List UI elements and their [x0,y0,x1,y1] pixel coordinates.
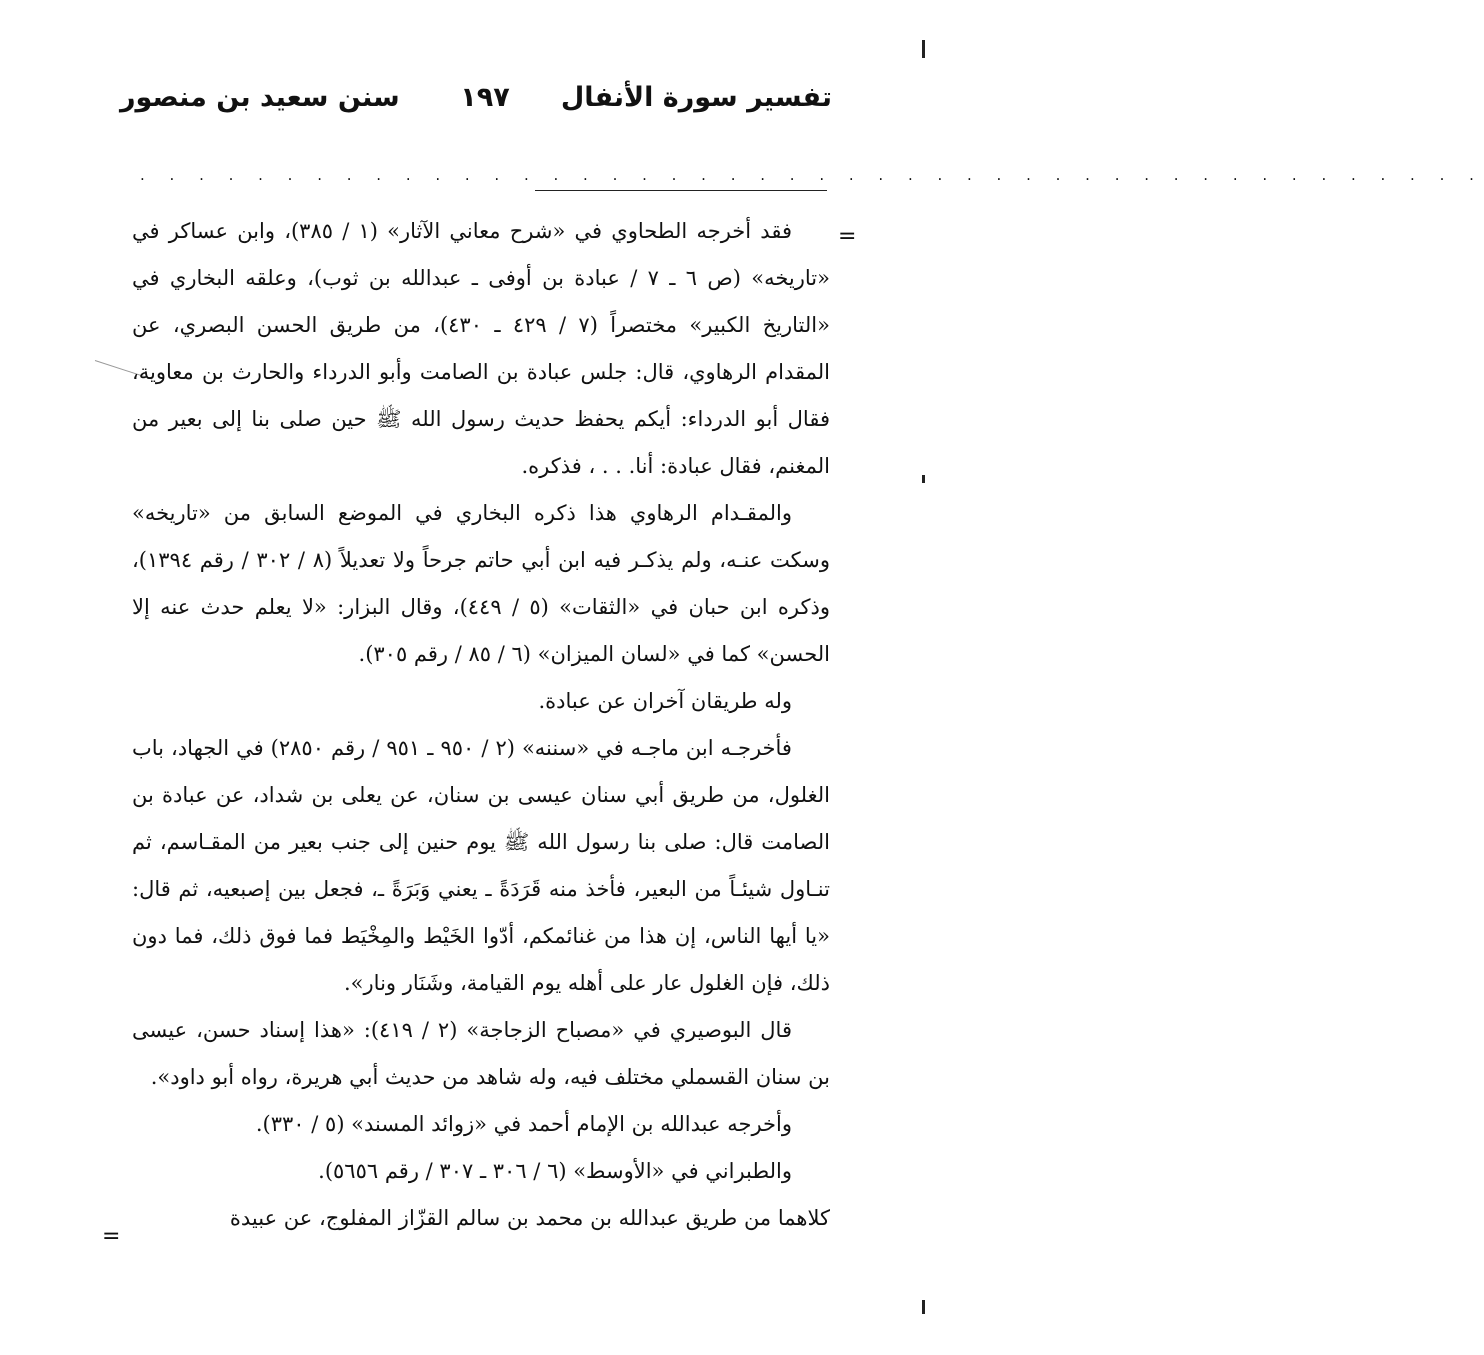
footnote-rule [535,190,827,191]
paragraph: وله طريقان آخران عن عبادة. [538,689,792,713]
paragraph: وأخرجه عبدالله بن الإمام أحمد في «زوائد المسند» (٥ / ٣٣٠). [255,1112,792,1136]
footnote-text [132,208,830,1242]
paragraph: كلاهما من طريق عبدالله بن محمد بن سالم القزّاز المفلوج، عن عبيدة [229,1206,830,1230]
paragraph: فقد أخرجه الطحاوي في «شرح معاني الآثار» (١ / ٣٨٥)، وابن عساكر في «تاريخه» (ص ٦ ـ ٧ / عبادة بن أوفى ـ عبدالله بن ثوب)، وعلقه البخاري في «التاريخ الكبير» مختصراً (٧ / ٤٢٩ ـ ٤٣٠)، من طريق الحسن البصري، عن المقدام الرهاوي، قال: جلس عبادة بن الصامت وأبو الدرداء والحارث بن معاوية، فقال أبو الدرداء: أيكم يحفظ حديث رسول الله ﷺ حين صلى بنا إلى بعير من المغنم، فقال عبادة: أنا. . . ، فذكره. [132,219,831,478]
paragraph: فأخرجـه ابن ماجـه في «سننه» (٢ / ٩٥٠ ـ ٩٥١ / رقم ٢٨٥٠) في الجهاد، باب الغلول، من طريق أبي سنان عيسى بن سنان، عن يعلى بن شداد، عن عبادة بن الصامت قال: صلى بنا رسول الله ﷺ يوم حنين إلى جنب بعير من المقـاسم، ثم تنـاول شيئـاً من البعير، فأخذ منه قَرَدَةً ـ يعني وَبَرَةً ـ، فجعل بين إصبعيه، ثم قال: «يا أيها الناس، إن هذا من غنائمكم، أدّوا الخَيْط والمِخْيَط فما فوق ذلك، فما دون ذلك، فإن الغلول عار على أهله يوم القيامة، وشَنَار ونار». [132,736,830,995]
paragraph: قال البوصيري في «مصباح الزجاجة» (٢ / ٤١٩): «هذا إسناد حسن، عيسى بن سنان القسملي مختلف فيه، وله شاهد من حديث أبي هريرة، رواه أبو داود». [132,1018,830,1089]
edge-mark [922,40,925,58]
surah-title: تفسير سورة الأنفال [560,82,832,113]
continuation-mark-in: = [838,224,857,249]
edge-mark [922,475,925,483]
dotted-separator: . . . . . . . . . . . . . . . . . . . . . . . . . . . . . . . . . . . . . . . . . . . . . . [140,166,1484,184]
page-header [120,78,832,122]
paragraph: والمقـدام الرهاوي هذا ذكره البخاري في الموضع السابق من «تاريخه» وسكت عنـه، ولم يذكـر فيه ابن أبي حاتم جرحاً ولا تعديلاً (٨ / ٣٠٢ / رقم ١٣٩٤)، وذكره ابن حبان في «الثقات» (٥ / ٤٤٩)، وقال البزار: «لا يعلم حدث عنه إلا الحسن» كما في «لسان الميزان» (٦ / ٨٥ / رقم ٣٠٥). [132,501,830,666]
book-title: سنن سعيد بن منصور [120,82,400,113]
edge-mark [922,1300,925,1314]
continuation-mark-out: = [102,1224,121,1249]
page-number: ١٩٧ [460,82,510,113]
paragraph: والطبراني في «الأوسط» (٦ / ٣٠٦ ـ ٣٠٧ / رقم ٥٦٥٦). [318,1159,792,1183]
